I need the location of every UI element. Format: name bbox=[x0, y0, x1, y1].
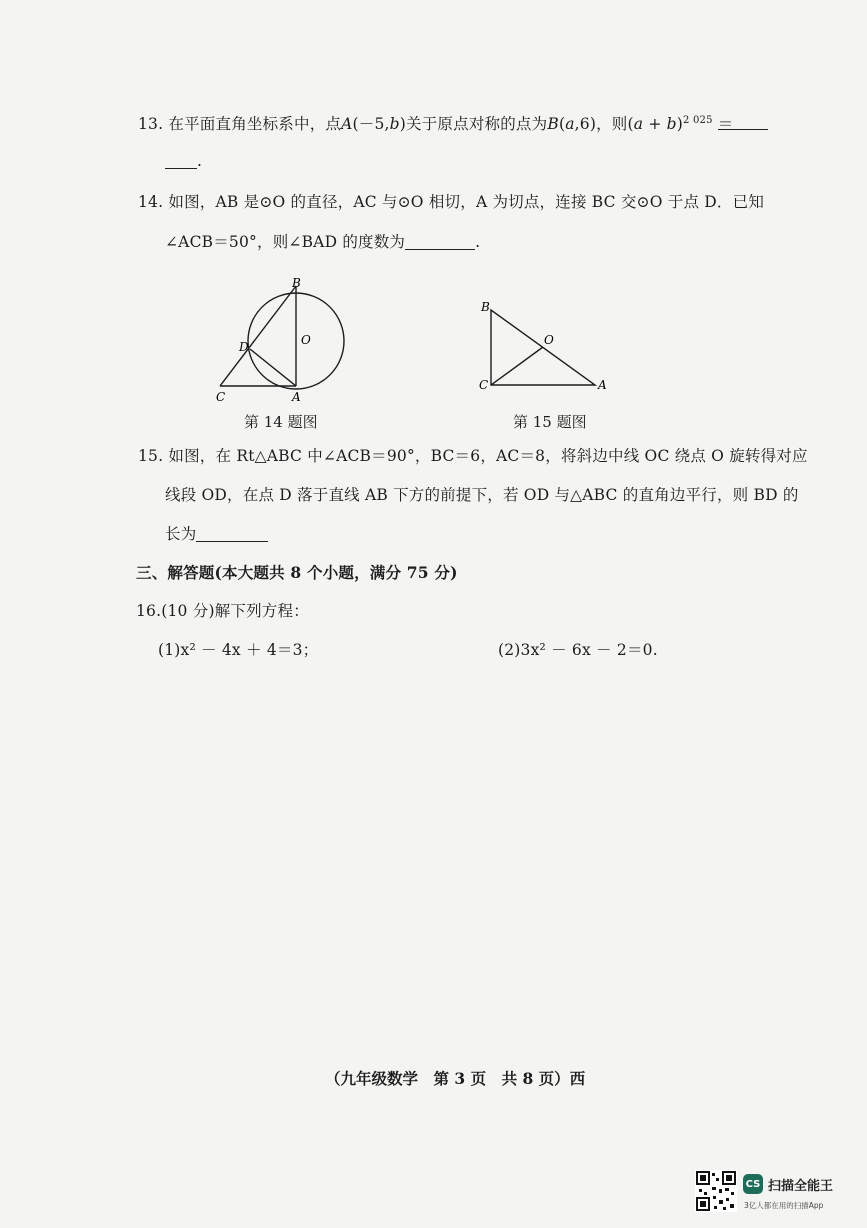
fig15-label-c: C bbox=[479, 378, 489, 392]
q14-text-2: ∠ACB＝50°，则∠BAD 的度数为 bbox=[165, 233, 406, 251]
q13-text-f: + bbox=[643, 115, 667, 133]
q13-exponent: 2 025 bbox=[683, 114, 713, 126]
q13-point-a: A bbox=[341, 115, 353, 133]
q13-var-a2: a bbox=[633, 115, 644, 133]
fig15-label-a: A bbox=[598, 378, 607, 392]
q15-line1 bbox=[138, 444, 808, 466]
q14-end: . bbox=[475, 233, 481, 251]
q15-line2: 线段 OD，在点 D 落于直线 AB 下方的前提下，若 OD 与△ABC 的直角边平行，则 BD 的 bbox=[165, 486, 799, 504]
scanner-tagline: 3亿人都在用的扫描App bbox=[744, 1201, 824, 1210]
fig14-label-o: O bbox=[301, 333, 311, 347]
figure-15 bbox=[470, 290, 620, 400]
q13-text-c: )关于原点对称的点为 bbox=[399, 115, 548, 133]
q13-text-g: ) bbox=[676, 115, 684, 133]
q14-number: 14. bbox=[138, 193, 164, 211]
q13-line2 bbox=[165, 152, 202, 170]
q13-line1 bbox=[138, 112, 733, 134]
q14-line2 bbox=[165, 230, 480, 252]
fig15-caption: 第 15 题图 bbox=[513, 413, 587, 431]
fig14-line-ad bbox=[250, 349, 296, 386]
q15-number: 15. bbox=[138, 447, 164, 465]
section-3-heading: 三、解答题(本大题共 8 个小题，满分 75 分) bbox=[136, 563, 458, 582]
q13-text-a: 在平面直角坐标系中，点 bbox=[168, 115, 342, 133]
q14-line1 bbox=[138, 190, 764, 212]
q13-var-b2: b bbox=[666, 115, 677, 133]
fig14-caption: 第 14 题图 bbox=[244, 413, 318, 431]
q13-end: . bbox=[197, 152, 203, 170]
q15-answer-blank bbox=[196, 540, 268, 542]
q13-text-d: ( bbox=[558, 115, 566, 133]
q15-text-1: 如图，在 Rt△ABC 中∠ACB＝90°，BC＝6，AC＝8，将斜边中线 OC 绕点 O 旋转得对应 bbox=[168, 447, 808, 465]
q13-text-h: ＝ bbox=[712, 115, 734, 133]
q13-text-b: (－5, bbox=[352, 115, 390, 133]
fig14-label-c: C bbox=[216, 390, 226, 404]
q13-point-b: B bbox=[547, 115, 559, 133]
fig14-label-d: D bbox=[239, 340, 249, 354]
fig15-label-o: O bbox=[544, 333, 554, 347]
q13-var-b1: b bbox=[389, 115, 400, 133]
q15-line3 bbox=[165, 522, 268, 544]
q13-answer-blank-1 bbox=[718, 128, 768, 130]
q15-text-3: 长为 bbox=[165, 525, 197, 543]
q16-header: 16.(10 分)解下列方程： bbox=[136, 602, 309, 620]
fig14-label-a: A bbox=[292, 390, 301, 404]
q14-text-1: 如图，AB 是⊙O 的直径，AC 与⊙O 相切，A 为切点，连接 BC 交⊙O 于点 D．已知 bbox=[168, 193, 765, 211]
q16-part2: (2)3x² － 6x － 2＝0. bbox=[498, 641, 658, 659]
q13-var-a1: a bbox=[565, 115, 575, 133]
scanner-app-name: 扫描全能王 bbox=[768, 1178, 834, 1194]
fig15-median-oc bbox=[491, 347, 543, 385]
figure-14 bbox=[210, 270, 360, 410]
qr-code-icon bbox=[695, 1170, 737, 1212]
scanner-brand bbox=[743, 1174, 833, 1194]
fig15-label-b: B bbox=[481, 300, 490, 314]
q13-text-e: ,6)，则( bbox=[574, 115, 634, 133]
fig14-label-b: B bbox=[292, 276, 301, 290]
q16-part1: (1)x² － 4x ＋ 4＝3； bbox=[158, 641, 319, 659]
page-footer: （九年级数学 第 3 页 共 8 页）西 bbox=[325, 1069, 586, 1088]
cs-logo-icon: CS bbox=[743, 1174, 763, 1194]
q14-answer-blank bbox=[405, 248, 475, 250]
q13-number: 13. bbox=[138, 115, 164, 133]
q13-answer-blank-2 bbox=[165, 167, 197, 169]
